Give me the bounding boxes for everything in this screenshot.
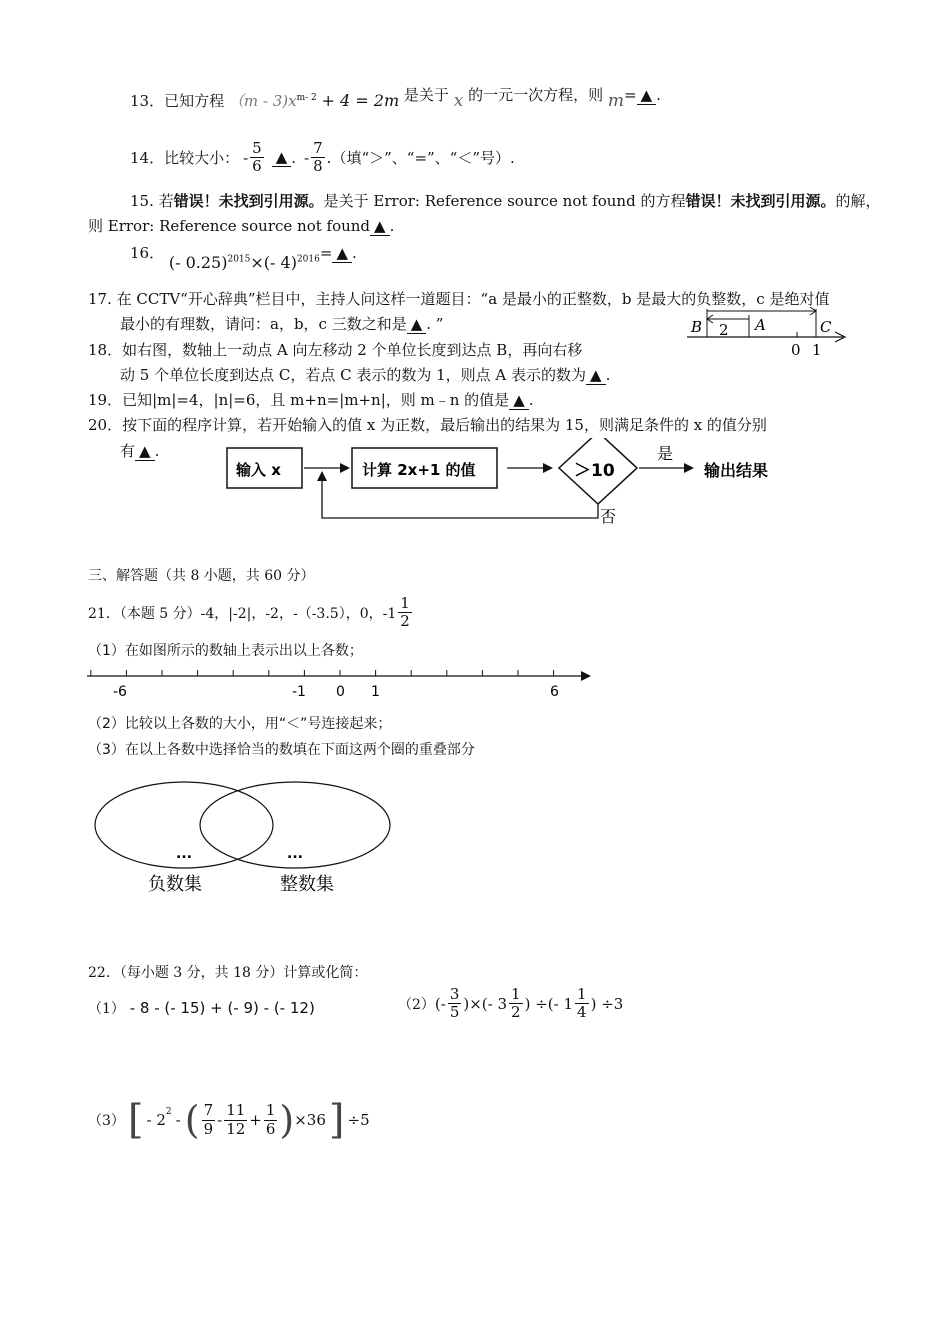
q16-end: . xyxy=(351,244,357,262)
q13-expr-b: + 4 = 2m xyxy=(321,91,400,110)
q22-p2-frac-3 xyxy=(575,986,589,1022)
q14-minus-1: - xyxy=(243,148,249,167)
q15-line2-text: 则 Error: Reference source not found xyxy=(88,217,371,235)
q14-f2-den: 8 xyxy=(313,157,323,176)
q14-f1-den: 6 xyxy=(252,157,262,176)
q22-p2-f1-den: 5 xyxy=(449,1003,460,1022)
flow-calc-label: 计算 2x+1 的值 xyxy=(362,461,476,479)
q14-f1-num: 5 xyxy=(252,139,262,157)
venn-label-negative: 负数集 xyxy=(148,874,202,895)
q15-text-a: 15. 若 xyxy=(130,192,174,210)
question-17-line-2 xyxy=(120,313,443,334)
q21-fraction xyxy=(398,595,412,631)
program-flowchart xyxy=(222,438,802,528)
q13-m: m xyxy=(607,91,624,111)
q15-answer-blank[interactable]: ▲ xyxy=(370,218,390,236)
q18-label-2: 2 xyxy=(719,321,729,339)
q22-part-1 xyxy=(88,998,315,1018)
flow-no-label: 否 xyxy=(600,507,617,526)
q22-p2-c: ) ÷(- 1 xyxy=(524,994,574,1013)
q22-p3-f2-num: 11 xyxy=(226,1101,246,1120)
question-15-line-2 xyxy=(88,215,394,236)
question-18-line-2 xyxy=(120,364,610,385)
q22-p2-f2-num: 1 xyxy=(511,985,521,1003)
q16-exp-2: 2016 xyxy=(296,254,320,265)
q22-p2-label: （2） xyxy=(398,996,435,1013)
q22-p3-frac-2 xyxy=(224,1102,247,1138)
q22-p3-bracket-open: [ xyxy=(127,1097,144,1143)
venn-dots-negative: ... xyxy=(176,846,192,862)
q20-line1: 20．按下面的程序计算，若开始输入的值 x 为正数，最后输出的结果为 15，则满足条件的 x 的值分别 xyxy=(88,416,767,434)
q13-number: 13．已知方程 xyxy=(130,92,225,110)
q18-label-a: A xyxy=(755,316,766,334)
q22-p2-b: )×(- 3 xyxy=(463,994,508,1013)
q13-answer-blank[interactable]: ▲ xyxy=(637,87,657,105)
question-20-line-2 xyxy=(120,440,159,461)
q18-end: . xyxy=(605,366,611,384)
q15-end: . xyxy=(389,217,395,235)
q21-label-1: 1 xyxy=(371,684,380,700)
q22-p2-frac-2 xyxy=(509,986,523,1022)
q22-p3-bracket-close: ] xyxy=(328,1097,345,1143)
q22-p3-f3-den: 6 xyxy=(265,1119,276,1138)
q22-p3-exp: 2 xyxy=(165,1107,172,1117)
q13-mid: 是关于 xyxy=(403,86,449,104)
q21-ticks xyxy=(91,670,554,676)
q13-eq: = xyxy=(624,86,637,104)
q16-number: 16． xyxy=(130,244,165,262)
question-13 xyxy=(130,86,661,111)
q14-dot: . xyxy=(291,148,297,167)
question-18-line-1 xyxy=(88,339,582,360)
q22-p3-frac-1 xyxy=(202,1102,216,1138)
flow-output-label: 输出结果 xyxy=(704,461,769,480)
q21-f-num: 1 xyxy=(400,594,410,612)
q16-answer-blank[interactable]: ▲ xyxy=(332,245,352,263)
q20-line2: 有 xyxy=(120,442,136,460)
question-14 xyxy=(130,140,515,176)
q13-exp: m- 2 xyxy=(296,93,317,103)
q18-line2: 动 5 个单位长度到达点 C，若点 C 表示的数为 1，则点 A 表示的数为 xyxy=(120,366,587,384)
q16-base: (- 0.25) xyxy=(168,253,228,272)
q14-minus-2: - xyxy=(304,148,310,167)
venn-dots-integer: ... xyxy=(287,846,303,862)
q22-p3-f1-den: 9 xyxy=(203,1119,214,1138)
q20-end: . xyxy=(154,442,160,460)
q22-part-2 xyxy=(398,986,623,1022)
q18-label-c: C xyxy=(820,318,832,336)
q22-p3-paren-open: ( xyxy=(184,1098,200,1142)
q19-text: 19．已知|m|=4，|n|=6，且 m+n=|m+n|，则 m﹣n 的值是 xyxy=(88,391,510,409)
flow-input-label: 输入 x xyxy=(236,461,281,479)
question-21-head xyxy=(88,595,414,631)
q18-label-0: 0 xyxy=(791,341,801,359)
q13-expr-a: （m - 3)x xyxy=(228,92,297,110)
q17-line1: 17. 在 CCTV“开心辞典”栏目中，主持人问这样一道题目：“a 是最小的正整数，b 是最大的负整数，c 是绝对值 xyxy=(88,290,830,308)
flow-arrowhead-1 xyxy=(340,463,350,473)
venn-label-integer: 整数集 xyxy=(280,874,334,895)
q18-label-1: 1 xyxy=(812,341,822,359)
q14-tail: .（填“＞”、“=”、“＜”号）. xyxy=(326,149,515,168)
q15-text-c: 的解， xyxy=(835,192,881,210)
q22-p3-label: （3） xyxy=(88,1113,125,1129)
q15-error-1: 错误！未找到引用源。 xyxy=(173,192,324,210)
question-16 xyxy=(130,242,357,272)
q22-p3-e: ×36 xyxy=(294,1111,326,1129)
q21-label-6: 6 xyxy=(550,684,559,700)
q21-label-neg6: -6 xyxy=(113,684,127,700)
q22-p3-f2-den: 12 xyxy=(226,1119,246,1138)
q21-axis-arrow xyxy=(581,671,591,681)
q21-label-0: 0 xyxy=(336,684,345,700)
section-3-heading: 三、解答题（共 8 小题，共 60 分） xyxy=(88,568,315,584)
venn-diagram xyxy=(90,780,395,900)
q22-p2-f3-num: 1 xyxy=(577,985,587,1003)
q19-answer-blank[interactable]: ▲ xyxy=(509,392,529,410)
q15-error-2: 错误！未找到引用源。 xyxy=(685,192,836,210)
q19-end: . xyxy=(528,391,534,409)
q21-f-den: 2 xyxy=(400,612,410,631)
q22-p2-f2-den: 2 xyxy=(511,1003,521,1022)
q17-line2: 最小的有理数，请问：a，b，c 三数之和是 xyxy=(120,315,407,333)
q22-p3-f3-num: 1 xyxy=(265,1101,276,1120)
q16-eq: = xyxy=(319,244,333,262)
question-15-line-1 xyxy=(130,190,880,211)
q17-answer-blank[interactable]: ▲ xyxy=(407,316,427,334)
q21-part-1: （1）在如图所示的数轴上表示出以上各数； xyxy=(88,643,363,659)
q13-end: . xyxy=(656,86,661,104)
q22-p2-a: (- xyxy=(434,994,446,1013)
q22-p2-frac-1 xyxy=(448,986,462,1022)
q22-part-3 xyxy=(88,1097,370,1143)
q14-fraction-1 xyxy=(250,140,264,176)
q18-number-line xyxy=(685,305,850,360)
q22-p1-expr: - 8 - (- 15) + (- 9) - (- 12) xyxy=(129,999,315,1017)
q22-p3-c: - xyxy=(217,1111,223,1129)
q18-label-b: B xyxy=(691,318,703,336)
q22-p3-paren-close: ) xyxy=(279,1098,295,1142)
flow-condition-label: ＞10 xyxy=(574,461,615,481)
q14-f2-num: 7 xyxy=(313,139,323,157)
q21-number-line xyxy=(85,666,595,704)
q16-expression xyxy=(169,253,320,272)
q22-p3-d: + xyxy=(249,1111,262,1129)
flow-arrowhead-yes xyxy=(684,463,694,473)
q16-times: ×(- 4) xyxy=(250,253,297,272)
q17-end: . ” xyxy=(426,315,444,333)
q14-answer-blank[interactable]: ▲ xyxy=(272,149,292,167)
q14-fraction-2 xyxy=(311,140,325,176)
q13-tail: 的一元一次方程，则 xyxy=(468,86,604,104)
q22-p3-f: ÷5 xyxy=(347,1111,370,1129)
q22-p2-d: ) ÷3 xyxy=(590,994,624,1013)
q22-p3-a: - 2 xyxy=(146,1111,166,1129)
q22-p3-b: - xyxy=(175,1111,181,1129)
question-22-head: 22．（每小题 3 分，共 18 分）计算或化简： xyxy=(88,965,368,981)
q21-head-text: 21．（本题 5 分）-4，|-2|，-2，-（-3.5），0，-1 xyxy=(88,605,397,622)
q14-number: 14．比较大小： xyxy=(130,149,240,168)
q16-exp-1: 2015 xyxy=(227,254,251,265)
flow-yes-label: 是 xyxy=(657,444,674,463)
q21-label-neg1: -1 xyxy=(292,684,306,700)
q15-text-b: 是关于 Error: Reference source not found 的方程 xyxy=(323,192,686,210)
flow-arrowhead-2 xyxy=(543,463,553,473)
question-20-line-1 xyxy=(88,414,767,435)
q18-line1: 18．如右图，数轴上一动点 A 向左移动 2 个单位长度到达点 B，再向右移 xyxy=(88,341,583,359)
q21-part-2: （2）比较以上各数的大小，用“＜”号连接起来； xyxy=(88,716,392,732)
q22-p2-f3-den: 4 xyxy=(577,1003,587,1022)
q18-answer-blank[interactable]: ▲ xyxy=(586,367,606,385)
q20-answer-blank[interactable]: ▲ xyxy=(135,443,155,461)
q21-part-3: （3）在以上各数中选择恰当的数填在下面这两个圈的重叠部分 xyxy=(88,742,475,758)
q22-p3-frac-3 xyxy=(264,1102,278,1138)
question-19 xyxy=(88,389,534,410)
q22-p2-f1-num: 3 xyxy=(449,985,460,1003)
q22-p3-f1-num: 7 xyxy=(203,1101,214,1120)
flow-arrowhead-loop xyxy=(317,471,327,481)
q22-p1-label: （1） xyxy=(88,1001,125,1017)
q13-var: x xyxy=(453,91,464,111)
